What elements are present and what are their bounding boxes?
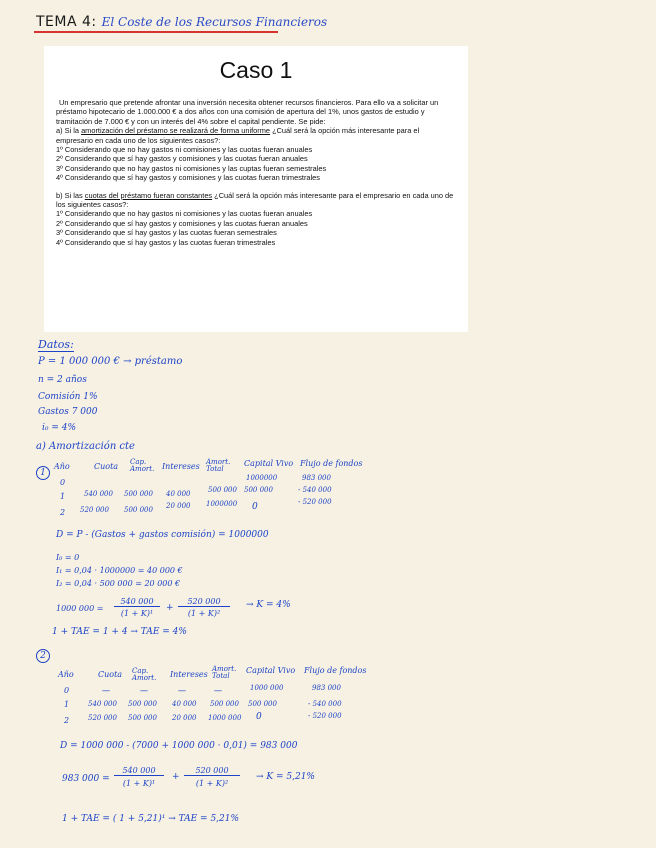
title-underline bbox=[34, 31, 278, 33]
case-card bbox=[44, 46, 468, 332]
t2-r0-int: — bbox=[178, 686, 186, 695]
a-item-1: 1º Considerando que no hay gastos ni comisiones y las cuotas fueran anuales bbox=[56, 145, 313, 155]
t2-r0-ano: 0 bbox=[64, 686, 70, 695]
t1-r2-capvivo: 0 bbox=[252, 502, 258, 512]
t1-r1-ano: 1 bbox=[60, 492, 66, 501]
t2-h-amort: Amort. Total bbox=[212, 665, 237, 680]
t1-eq-lhs: 1000 000 = bbox=[56, 604, 104, 613]
t2-r1-flujo: - 540 000 bbox=[308, 700, 342, 708]
t1-r1-int: 40 000 bbox=[166, 490, 191, 498]
t1-r2-ano: 2 bbox=[60, 508, 66, 517]
t1-h-cuota: Cuota bbox=[94, 462, 119, 471]
datos-interes: i₀ = 4% bbox=[42, 423, 77, 433]
t2-eq-plus: + bbox=[172, 772, 180, 782]
b-item-4: 4º Considerando que sí hay gastos y las cuotas fueran trimestrales bbox=[56, 237, 276, 247]
t1-r1-cuota: 540 000 bbox=[84, 490, 113, 498]
t2-eq-res: → K = 5,21% bbox=[256, 772, 315, 782]
t1-eq-res: → K = 4% bbox=[246, 600, 291, 610]
t2-eq-n1: 540 000 bbox=[114, 766, 164, 776]
t2-h-flujo: Flujo de fondos bbox=[304, 666, 367, 675]
t1-tae: 1 + TAE = 1 + 4 → TAE = 4% bbox=[52, 627, 187, 637]
t2-r1-ano: 1 bbox=[64, 700, 70, 709]
b-item-2: 2º Considerando que sí hay gastos y comisiones y las cuotas fueran anuales bbox=[56, 218, 308, 228]
t2-h-cap: Cap. Amort. bbox=[132, 667, 157, 682]
t1-r2-int: 20 000 bbox=[166, 502, 191, 510]
t1-i1: I₁ = 0,04 · 1000000 = 40 000 € bbox=[56, 566, 183, 575]
t2-r2-int: 20 000 bbox=[172, 714, 197, 722]
section-a: a) Amortización cte bbox=[36, 441, 135, 452]
t2-r2-cap: 500 000 bbox=[128, 714, 157, 722]
title-prefix: TEMA 4: bbox=[36, 14, 97, 30]
t1-h-cap: Cap. Amort. bbox=[130, 458, 155, 473]
t1-r1-flujo: - 540 000 bbox=[298, 486, 332, 494]
t1-r2-cap: 500 000 bbox=[124, 506, 153, 514]
t1-r0-flujo: 983 000 bbox=[302, 474, 331, 482]
t1-d: D = P - (Gastos + gastos comisión) = 1000000 bbox=[56, 530, 269, 540]
t2-eq-d1: (1 + K)¹ bbox=[122, 779, 156, 788]
t1-r1-capvivo: 500 000 bbox=[244, 486, 273, 494]
t2-r0-flujo: 983 000 bbox=[312, 684, 341, 692]
question-b: b) Si las cuotas del préstamo fueran constantes ¿Cuál será la opción más interesante para el empresario en cada uno de los siguientes casos?: bbox=[56, 190, 454, 210]
case-intro: Un empresario que pretende afrontar una inversión necesita obtener recursos financieros. Para ello va a solicitar un préstamo hipotecario de 1.000.000 € a dos años con una comisión de apertura del 1%, unos gastos de estudio y tramitación de 7.000 € y con un interés del 4% sobre el capital pendiente. Se pide: bbox=[56, 98, 439, 126]
t1-r1-amort: 500 000 bbox=[208, 486, 237, 494]
t2-r0-amort: — bbox=[214, 686, 222, 695]
a-item-4: 4º Considerando que sí hay gastos y comisiones y las cuotas fueran trimestrales bbox=[56, 173, 320, 183]
t1-h-ano: Año bbox=[54, 462, 70, 471]
t2-h-cuota: Cuota bbox=[98, 670, 123, 679]
t2-tae: 1 + TAE = ( 1 + 5,21)¹ → TAE = 5,21% bbox=[62, 814, 240, 824]
t2-h-ano: Año bbox=[58, 670, 74, 679]
t1-r2-amort: 1000000 bbox=[206, 500, 238, 508]
t2-h-capvivo: Capital Vivo bbox=[246, 666, 296, 675]
datos-n: n = 2 años bbox=[38, 375, 87, 385]
t2-eq-lhs: 983 000 = bbox=[62, 774, 110, 784]
t2-r2-amort: 1000 000 bbox=[208, 714, 242, 722]
t2-r0-capvivo: 1000 000 bbox=[250, 684, 284, 692]
t2-r1-amort: 500 000 bbox=[210, 700, 239, 708]
question-a: a) Si la amortización del préstamo se realizará de forma uniforme ¿Cuál será la opción más interesante para el empresario en cada uno de los siguientes casos?: bbox=[56, 126, 420, 145]
b-item-1: 1º Considerando que no hay gastos ni comisiones y las cuotas fueran anuales bbox=[56, 209, 313, 219]
t1-h-capvivo: Capital Vivo bbox=[244, 459, 294, 468]
t1-i2: I₂ = 0,04 · 500 000 = 20 000 € bbox=[56, 579, 181, 588]
a-item-2: 2º Considerando que sí hay gastos y comisiones y las cuotas fueran anuales bbox=[56, 154, 308, 164]
case-title: Caso 1 bbox=[219, 57, 293, 83]
t1-r1-cap: 500 000 bbox=[124, 490, 153, 498]
case-1-marker: 1 bbox=[36, 460, 50, 480]
t2-r1-int: 40 000 bbox=[172, 700, 197, 708]
t1-i0: I₀ = 0 bbox=[56, 553, 80, 562]
t1-eq-d1: (1 + K)¹ bbox=[120, 609, 154, 618]
datos-comision: Comisión 1% bbox=[38, 392, 98, 402]
t2-d: D = 1000 000 - (7000 + 1000 000 · 0,01) = 983 000 bbox=[60, 741, 298, 751]
case-2-marker: 2 bbox=[36, 643, 50, 663]
t2-r2-flujo: - 520 000 bbox=[308, 712, 342, 720]
t2-eq-n2: 520 000 bbox=[184, 766, 240, 776]
t1-eq-n2: 520 000 bbox=[178, 597, 230, 607]
t1-r2-cuota: 520 000 bbox=[80, 506, 109, 514]
t2-r2-capvivo: 0 bbox=[256, 712, 262, 722]
t2-r0-cap: — bbox=[140, 686, 148, 695]
t1-r2-flujo: - 520 000 bbox=[298, 498, 332, 506]
t2-r2-ano: 2 bbox=[64, 716, 70, 725]
t1-r0-capvivo: 1000000 bbox=[246, 474, 278, 482]
t1-eq-d2: (1 + K)² bbox=[187, 609, 221, 618]
datos-p: P = 1 000 000 € → préstamo bbox=[38, 356, 183, 367]
t2-r2-cuota: 520 000 bbox=[88, 714, 117, 722]
t2-r1-cuota: 540 000 bbox=[88, 700, 117, 708]
b-item-3: 3º Considerando que sí hay gastos y las cuotas fueran semestrales bbox=[56, 228, 277, 238]
t1-eq-plus: + bbox=[166, 603, 174, 613]
t2-h-int: Intereses bbox=[170, 670, 208, 679]
t1-eq-n1: 540 000 bbox=[114, 597, 160, 607]
t2-r1-capvivo: 500 000 bbox=[248, 700, 277, 708]
title-subtitle: El Coste de los Recursos Financieros bbox=[101, 15, 328, 29]
t1-r0-ano: 0 bbox=[60, 478, 66, 487]
datos-heading: Datos: bbox=[38, 338, 74, 351]
t1-h-int: Intereses bbox=[162, 462, 200, 471]
t1-h-amort: Amort. Total bbox=[206, 458, 231, 473]
datos-gastos: Gastos 7 000 bbox=[38, 407, 98, 417]
a-item-3: 3º Considerando que no hay gastos ni comisiones y las cuptas fueran semestrales bbox=[56, 163, 327, 173]
t1-h-flujo: Flujo de fondos bbox=[300, 459, 363, 468]
t2-r0-cuota: — bbox=[102, 686, 110, 695]
page-title bbox=[36, 14, 327, 30]
t2-r1-cap: 500 000 bbox=[128, 700, 157, 708]
t2-eq-d2: (1 + K)² bbox=[195, 779, 229, 788]
